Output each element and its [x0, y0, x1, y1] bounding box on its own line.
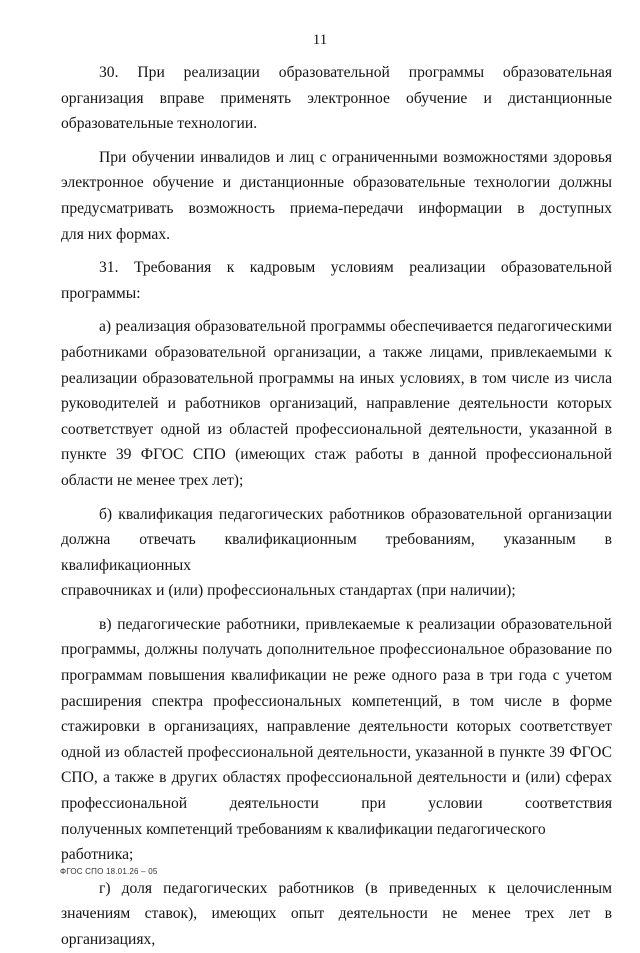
paragraph-text: а) реализация образовательной программы обеспечивается педагогическими работниками образовательной организации, а также лицами, привлекаемыми к реализации образовательной программы на иных условиях, в том числе из числа руководителей и работников организаций, направление деятельности которых соответствует одной из областей профессиональной деятельности, указанной в пункте 39 ФГОС СПО (имеющих стаж работы в данной профессиональной [61, 318, 612, 464]
paragraph-text: 31. Требования к кадровым условиям реализации образовательной [99, 259, 612, 277]
page-number: 11 [312, 32, 328, 48]
paragraph-last-line: для них формах. [61, 225, 171, 243]
paragraph-last-line: образовательные технологии. [61, 115, 258, 133]
paragraph-last-line: программы: [61, 284, 141, 302]
paragraph-31 [61, 255, 612, 306]
paragraph-text: 30. При реализации образовательной программы образовательная организация вправе применять электронное обучение и дистанционные [61, 64, 612, 107]
document-body [61, 60, 612, 953]
paragraph-text: При обучении инвалидов и лиц с ограниченными возможностями здоровья электронное обучение и дистанционные образовательные технологии должны предусматривать возможность приема-передачи информации в доступных [61, 148, 612, 217]
paragraph-b [61, 502, 612, 604]
paragraph-text: б) квалификация педагогических работников образовательной организации должна отвечать квалификационным требованиям, указанным в квалификационных [61, 505, 612, 574]
paragraph-a [61, 314, 612, 493]
paragraph-last-line: области не менее трех лет); [61, 471, 244, 489]
paragraph-last-line: полученных компетенций требованиям к квалификации педагогического работника; [61, 820, 546, 864]
paragraph-text: в) педагогические работники, привлекаемые к реализации образовательной программы, должны получать дополнительное профессиональное образование по программам повышения квалификации не реже одного раза в три года с учетом расширения спектра профессиональных компетенций, в том числе в форме стажировки в организациях, направление деятельности которых соответствует одной из областей профессиональной деятельности, указанной в пункте 39 ФГОС СПО, а также в других областях профессиональной деятельности и (или) сферах профессиональной деятельности при условии соответствия [61, 615, 612, 813]
paragraph-last-line: справочниках и (или) профессиональных стандартах (при наличии); [61, 582, 516, 600]
paragraph-disabilities [61, 145, 612, 247]
paragraph-30 [61, 60, 612, 137]
paragraph-v [61, 612, 612, 868]
document-footer-code: ФГОС СПО 18.01.26 – 05 [60, 867, 158, 876]
paragraph-g [61, 876, 612, 953]
paragraph-text: г) доля педагогических работников (в приведенных к целочисленным значениям ставок), имеющих опыт деятельности не менее трех лет в организациях, [61, 879, 612, 948]
